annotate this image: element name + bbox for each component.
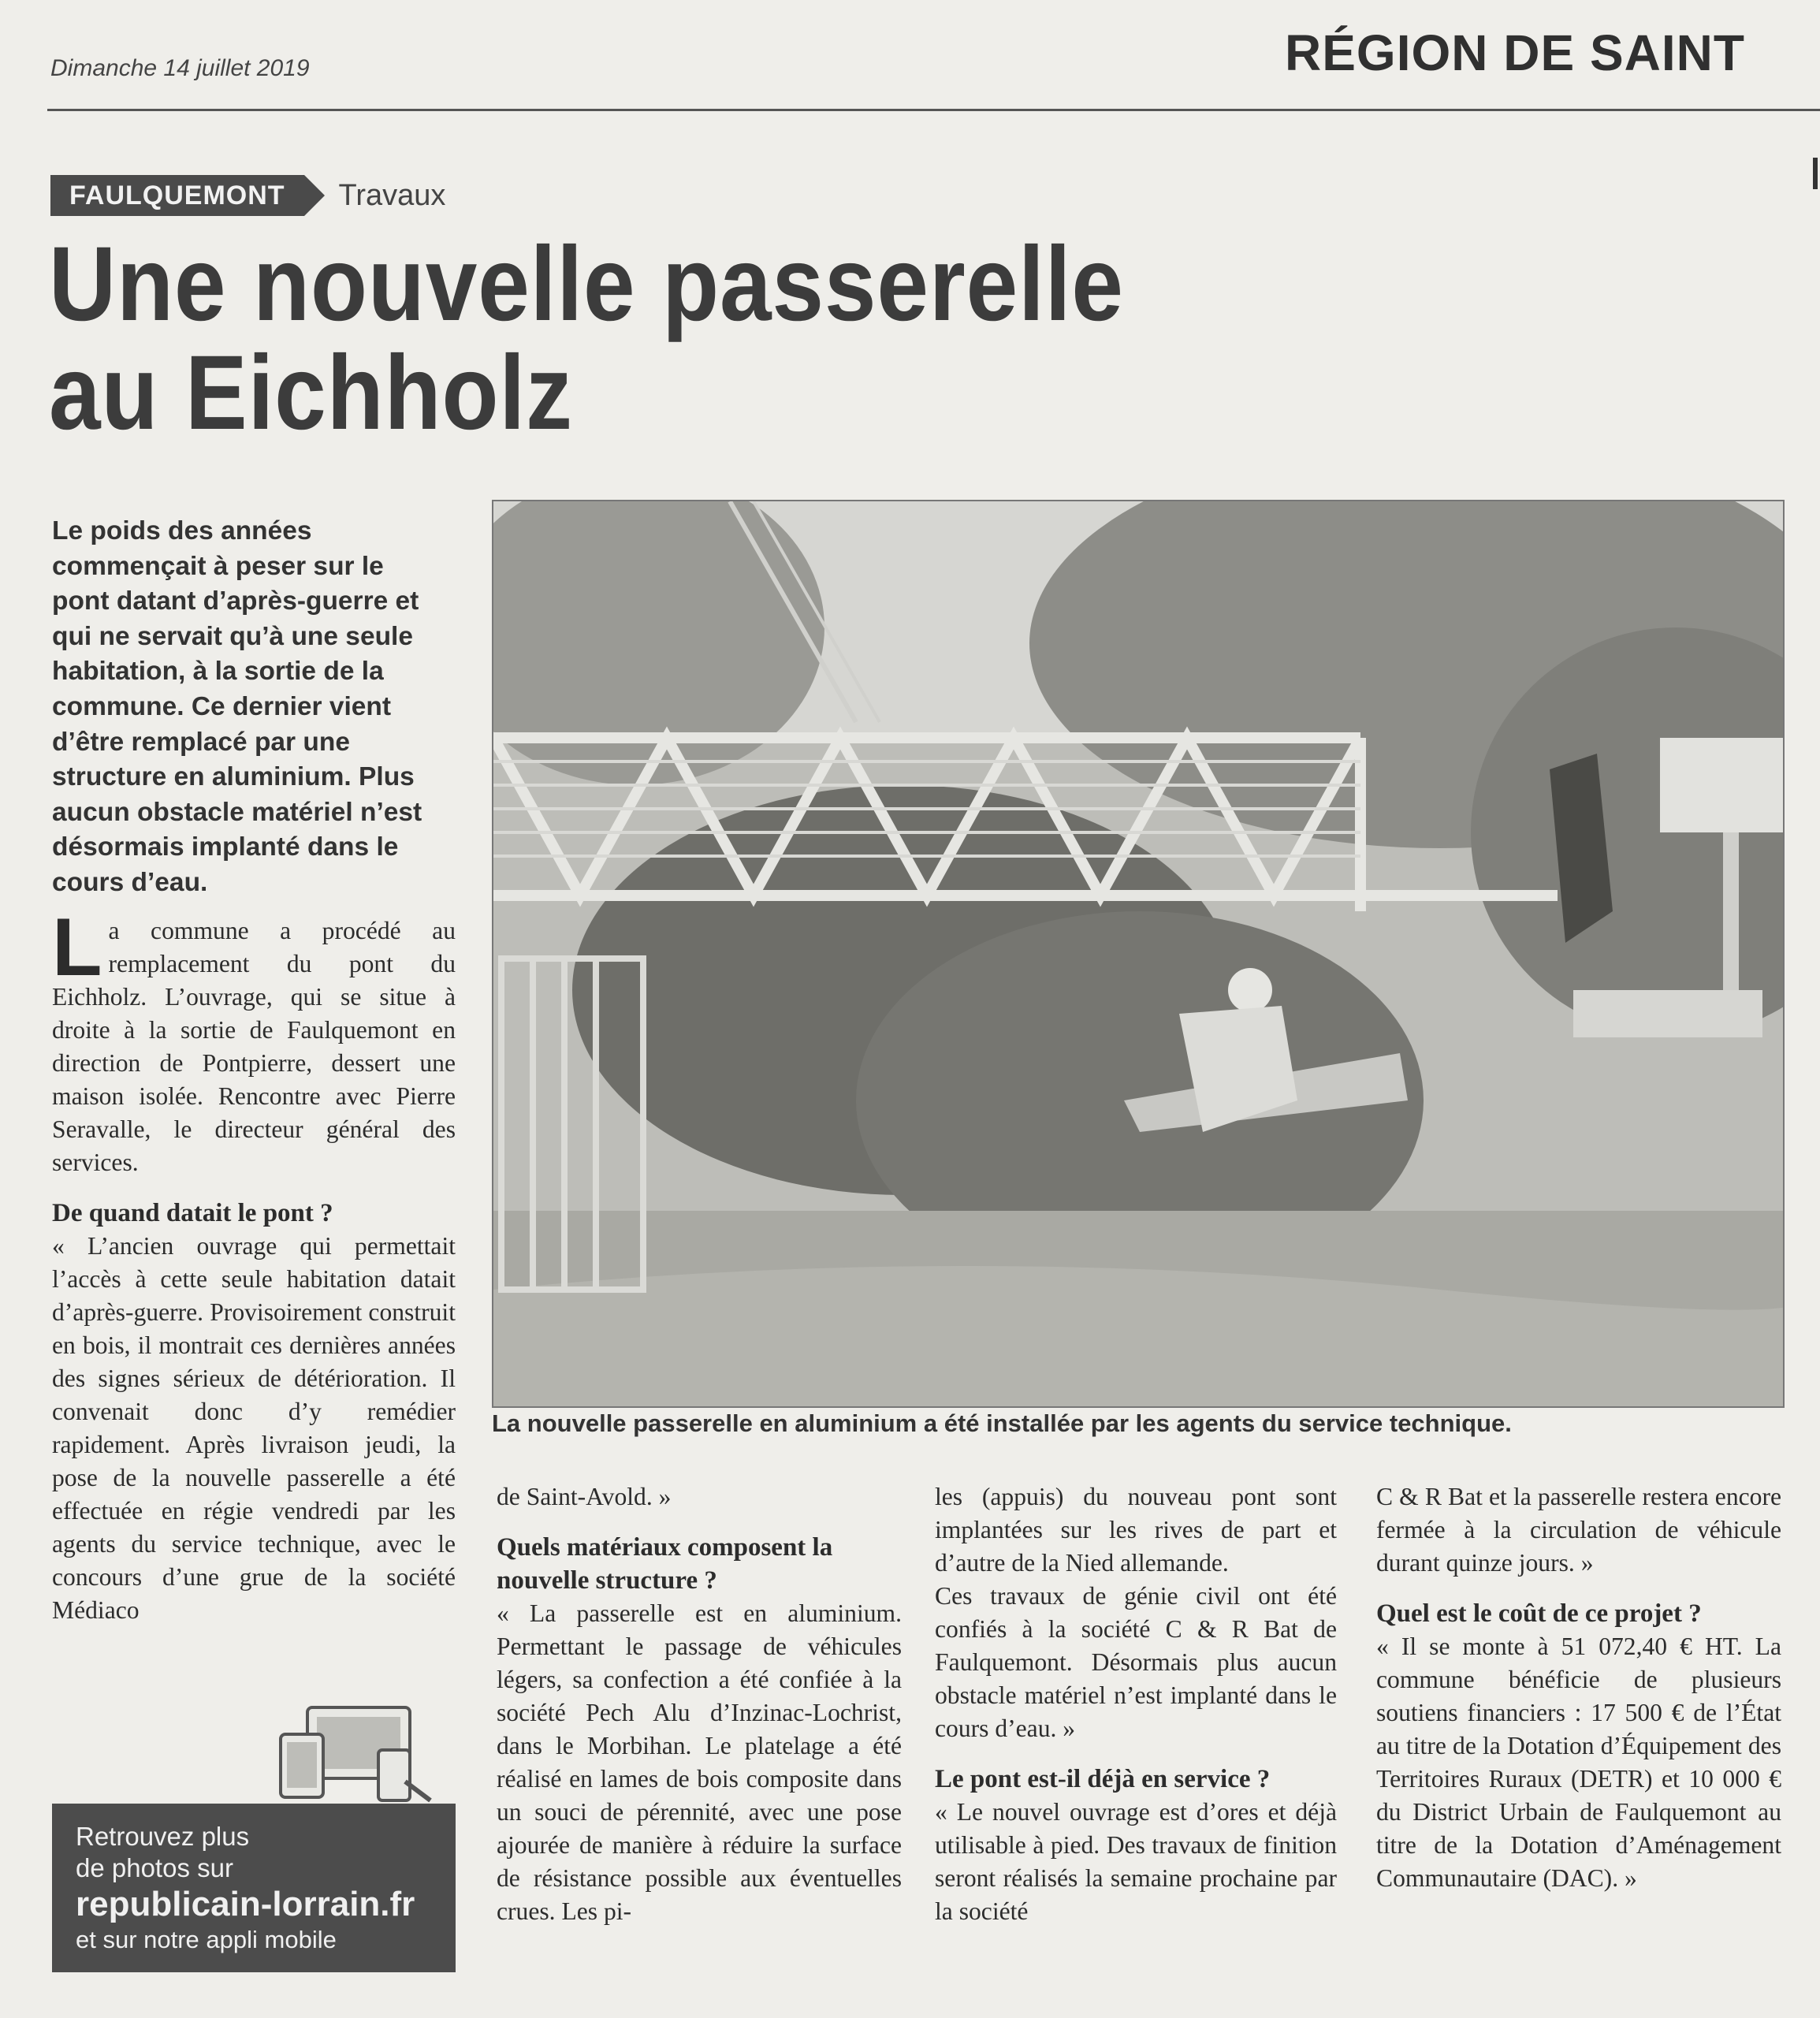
question-1: De quand datait le pont ? [52,1199,333,1227]
section-label: Travaux [338,178,446,212]
issue-date: Dimanche 14 juillet 2019 [50,55,310,81]
photo-caption: La nouvelle passerelle en aluminium a été installée par les agents du service technique. [492,1409,1512,1437]
question-3: Le pont est-il déjà en service ? [935,1765,1271,1793]
devices-icon [276,1703,434,1805]
answer-2-paragraph-2: Ces travaux de génie civil ont été confiés à la société C & R Bat de Faulquemont. Désormais plus aucun obstacle matériel n’est implanté dans le cours d’eau. » [935,1582,1337,1742]
bridge-photo [492,500,1785,1408]
promo-box[interactable] [52,1804,456,1972]
answer-3: « Le nouvel ouvrage est d’ores et déjà utilisable à pied. Des travaux de finition seront réalisés la semaine prochaine par la société [935,1798,1337,1925]
bridge-photo-illustration [493,501,1783,1406]
location-tag: FAULQUEMONT [50,175,304,216]
answer-2-continued: les (appuis) du nouveau pont sont implantées sur les rives de part et d’autre de la Nied allemande. [935,1483,1337,1577]
article-column-4 [1376,1480,1781,1895]
article-column-2 [497,1480,902,1928]
article-column-1 [52,902,456,1627]
intro-paragraph [52,902,456,1179]
headline-line-2: au Eichholz [49,334,573,452]
promo-line-3: et sur notre appli mobile [76,1926,337,1953]
header-rule [47,109,1820,111]
headline [49,225,1367,452]
lead-paragraph: Le poids des années commençait à peser sur le pont datant d’après-guerre et qui ne servait qu’à une seule habitation, à la sortie de la commune. Ce dernier vient d’être remplacé par une structure en aluminium. Plus aucun obstacle matériel n’est désormais implanté dans le cours d’eau. [52,516,422,897]
answer-2: « La passerelle est en aluminium. Permettant le passage de véhicules légers, sa confection a été confiée à la société Pech Alu d’Inzinac-Lochrist, dans le Morbihan. Le platelage a été réalisé en lames de bois composite dans un souci de pérennité, avec une pose ajourée de manière à réduire la surface de résistance possible aux éventuelles crues. Les pi- [497,1599,902,1925]
headline-line-1: Une nouvelle passerelle [49,225,1124,343]
answer-3-continued: C & R Bat et la passerelle restera encore fermée à la circulation de véhicule durant quinze jours. » [1376,1483,1781,1577]
question-2: Quels matériaux composent la nouvelle structure ? [497,1533,833,1595]
promo-line-1: Retrouvez plus [76,1822,250,1851]
intro-text: a commune a procédé au remplacement du pont du Eichholz. L’ouvrage, qui se situe à droite à la sortie de Faulquemont en direction de Pontpierre, dessert une maison isolée. Rencontre avec Pierre Seravalle, le directeur général des services. [52,917,456,1176]
answer-1: « L’ancien ouvrage qui permettait l’accès à cette seule habitation datait d’après-guerre. Provisoirement construit en bois, il montrait ces dernières années des signes sérieux de détérioration. Il convenait donc d’y remédier rapidement. Après livraison jeudi, la pose de la nouvelle passerelle a été effectuée en régie vendredi par les agents du service technique, avec le concours d’une grue de la société Médiaco [52,1232,456,1624]
article-column-3 [935,1480,1337,1928]
section-tag [50,175,445,216]
question-4: Quel est le coût de ce projet ? [1376,1599,1702,1628]
promo-line-2: de photos sur [76,1853,233,1882]
drop-cap: L [52,902,102,993]
edge-mark [1813,158,1818,189]
answer-4: « Il se monte à 51 072,40 € HT. La commune bénéficie de plusieurs soutiens financiers : 17 500 € de l’État au titre de la Dotation d’Équipement des Territoires Ruraux (DETR) et 10 000 € du District Urbain de Faulquemont au titre de la Dotation d’Aménagement Communautaire (DAC). » [1376,1633,1781,1892]
promo-website-link[interactable]: republicain-lorrain.fr [76,1885,415,1923]
answer-1-continued: de Saint-Avold. » [497,1483,672,1510]
region-banner: RÉGION DE SAINT [1285,24,1745,81]
